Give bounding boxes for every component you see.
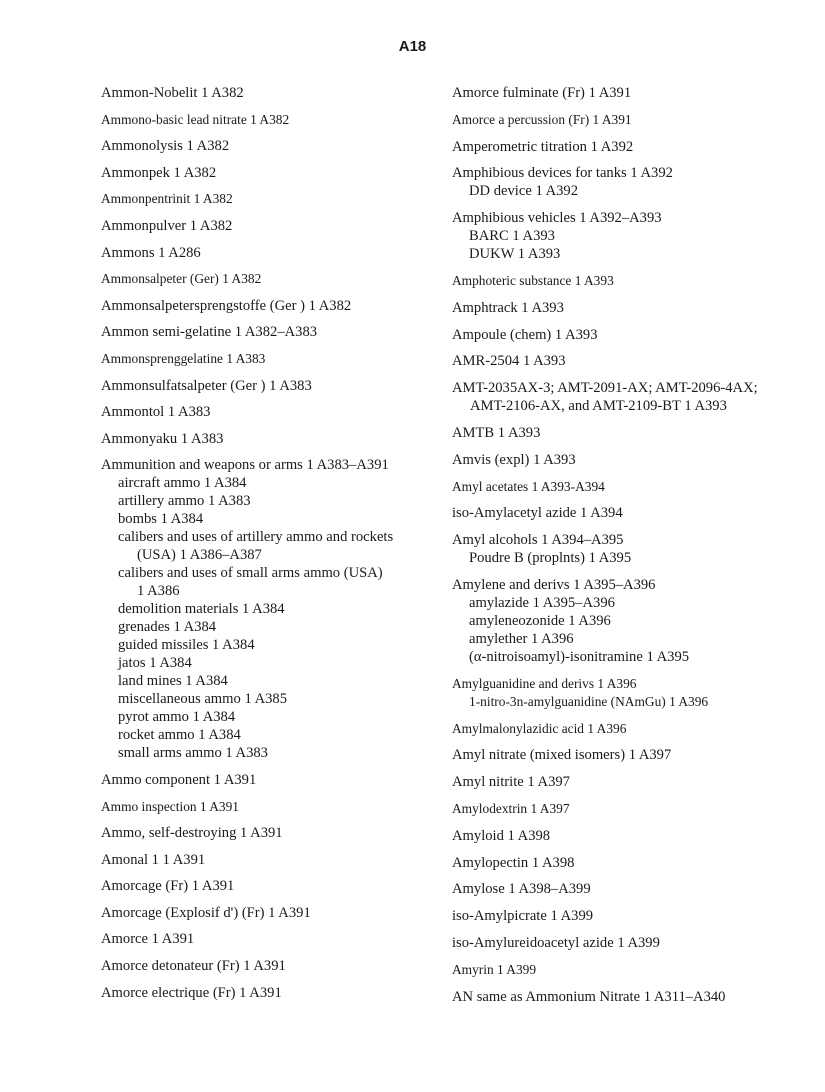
entry-text: Amylene and derivs 1 A395–A396	[452, 576, 656, 593]
entry-text: Ammonpulver 1 A382	[101, 217, 233, 234]
index-entry	[452, 84, 797, 102]
entry-text: Amylguanidine and derivs 1 A396	[452, 675, 637, 691]
index-entry	[101, 930, 431, 948]
sub-entry: amylether 1 A396	[469, 630, 574, 647]
entry-text: Ammontol 1 A383	[101, 404, 211, 421]
entry-text: Ammo, self-destroying 1 A391	[101, 825, 283, 842]
sub-entry: 1 A386	[137, 583, 180, 600]
entry-text: Ammonsulfatsalpeter (Ger ) 1 A383	[101, 377, 312, 394]
entry-text: AMT-2035AX-3; AMT-2091-AX; AMT-2096-4AX;	[452, 380, 758, 397]
index-entry	[452, 326, 797, 344]
entry-text: Amorcage (Fr) 1 A391	[101, 878, 235, 895]
index-entry	[101, 904, 431, 922]
index-entry	[101, 824, 431, 842]
index-entry	[452, 164, 797, 200]
entry-text: iso-Amylacetyl azide 1 A394	[452, 505, 623, 522]
sub-entry: bombs 1 A384	[118, 511, 204, 528]
entry-text: Amphtrack 1 A393	[452, 299, 564, 316]
sub-entry: (α-nitroisoamyl)-isonitramine 1 A395	[469, 648, 690, 665]
index-entry	[452, 746, 797, 764]
sub-entry: (USA) 1 A386–A387	[137, 547, 262, 564]
index-entry	[452, 504, 797, 522]
entry-text: Ammonsprenggelatine 1 A383	[101, 350, 266, 366]
sub-entry: demolition materials 1 A384	[118, 601, 285, 618]
entry-text: Amorcage (Explosif d') (Fr) 1 A391	[101, 904, 311, 921]
index-entry	[101, 297, 431, 315]
index-entry	[452, 272, 797, 290]
entry-text: Ammono-basic lead nitrate 1 A382	[101, 111, 290, 127]
index-entry	[452, 800, 797, 818]
entry-text: Amorce a percussion (Fr) 1 A391	[452, 111, 632, 127]
sub-entry: DD device 1 A392	[469, 183, 579, 200]
sub-entry: aircraft ammo 1 A384	[118, 475, 247, 492]
entry-text: AMR-2504 1 A393	[452, 353, 566, 370]
index-entry	[101, 84, 431, 102]
index-entry	[101, 377, 431, 395]
entry-text: iso-Amylpicrate 1 A399	[452, 908, 594, 925]
sub-entry: amyleneozonide 1 A396	[469, 612, 611, 629]
index-entry	[452, 961, 797, 979]
index-entry	[101, 190, 431, 208]
index-entry	[452, 379, 797, 415]
index-entry	[101, 771, 431, 789]
entry-text: Amyl acetates 1 A393-A394	[452, 478, 605, 494]
entry-text: Amyl nitrite 1 A397	[452, 774, 570, 791]
index-entry	[452, 451, 797, 469]
index-column-left	[101, 84, 431, 1010]
index-entry	[452, 424, 797, 442]
index-entry	[452, 209, 797, 263]
entry-text: Amperometric titration 1 A392	[452, 138, 634, 155]
sub-entry: small arms ammo 1 A383	[118, 745, 268, 762]
sub-entry: Poudre B (proplnts) 1 A395	[469, 550, 632, 567]
index-entry	[101, 217, 431, 235]
entry-text: Amorce detonateur (Fr) 1 A391	[101, 958, 286, 975]
sub-entry: jatos 1 A384	[118, 655, 192, 672]
index-entry	[101, 877, 431, 895]
index-entry	[101, 244, 431, 262]
entry-text: AN same as Ammonium Nitrate 1 A311–A340	[452, 988, 726, 1005]
entry-text: Ammonpek 1 A382	[101, 164, 217, 181]
entry-text: Ammo component 1 A391	[101, 771, 257, 788]
sub-entry: rocket ammo 1 A384	[118, 727, 241, 744]
index-entry	[452, 352, 797, 370]
entry-text: Amphoteric substance 1 A393	[452, 272, 614, 288]
sub-entry: artillery ammo 1 A383	[118, 493, 251, 510]
entry-text: Amyl alcohols 1 A394–A395	[452, 532, 624, 549]
index-entry	[101, 164, 431, 182]
index-entry	[452, 773, 797, 791]
index-entry	[101, 137, 431, 155]
entry-text: Ammon-Nobelit 1 A382	[101, 85, 244, 101]
entry-text: Amphibious devices for tanks 1 A392	[452, 165, 673, 182]
entry-text: Amvis (expl) 1 A393	[452, 451, 576, 468]
page-header: A18	[398, 38, 427, 55]
sub-entry: guided missiles 1 A384	[118, 637, 255, 654]
index-entry	[101, 957, 431, 975]
index-entry	[452, 299, 797, 317]
entry-text: Ampoule (chem) 1 A393	[452, 326, 598, 343]
index-entry	[101, 430, 431, 448]
entry-text: Amylose 1 A398–A399	[452, 881, 591, 898]
entry-text: AMT-2106-AX, and AMT-2109-BT 1 A393	[470, 398, 727, 415]
entry-text: Ammonyaku 1 A383	[101, 430, 224, 447]
index-entry	[452, 854, 797, 872]
entry-text: Ammonpentrinit 1 A382	[101, 191, 233, 207]
entry-text: Amylmalonylazidic acid 1 A396	[452, 720, 627, 736]
index-entry	[452, 138, 797, 156]
sub-entry: pyrot ammo 1 A384	[118, 709, 236, 726]
sub-entry: calibers and uses of small arms ammo (USA)	[118, 565, 383, 582]
entry-text: Amphibious vehicles 1 A392–A393	[452, 210, 662, 227]
sub-entry: land mines 1 A384	[118, 673, 228, 690]
index-entry	[452, 576, 797, 666]
entry-text: Amyrin 1 A399	[452, 961, 537, 977]
entry-text: Amorce fulminate (Fr) 1 A391	[452, 85, 632, 101]
index-entry	[101, 403, 431, 421]
entry-text: Ammunition and weapons or arms 1 A383–A391	[101, 457, 389, 474]
sub-entry: amylazide 1 A395–A396	[469, 594, 615, 611]
index-entry	[452, 478, 797, 496]
entry-text: Amylodextrin 1 A397	[452, 800, 570, 816]
index-entry	[452, 907, 797, 925]
entry-text: Ammonsalpeter (Ger) 1 A382	[101, 271, 262, 287]
index-entry	[101, 798, 431, 816]
entry-text: Amonal 1 1 A391	[101, 851, 206, 868]
sub-entry: miscellaneous ammo 1 A385	[118, 691, 288, 708]
index-column-right	[452, 84, 797, 1014]
entry-text: Ammonsalpetersprengstoffe (Ger ) 1 A382	[101, 297, 352, 314]
index-entry	[452, 675, 797, 711]
index-entry	[101, 984, 431, 1002]
index-entry	[101, 323, 431, 341]
entry-text: Amorce 1 A391	[101, 931, 195, 948]
entry-text: iso-Amylureidoacetyl azide 1 A399	[452, 934, 660, 951]
index-entry	[101, 456, 431, 762]
entry-text: AMTB 1 A393	[452, 424, 541, 441]
index-entry	[452, 111, 797, 129]
entry-text: Ammonolysis 1 A382	[101, 138, 230, 155]
index-entry	[101, 851, 431, 869]
index-entry	[101, 111, 431, 129]
entry-text: Amorce electrique (Fr) 1 A391	[101, 984, 282, 1001]
entry-text: Ammons 1 A286	[101, 244, 201, 261]
index-entry	[452, 531, 797, 567]
sub-entry: DUKW 1 A393	[469, 246, 561, 263]
entry-text: Amyloid 1 A398	[452, 827, 551, 844]
index-entry	[452, 880, 797, 898]
index-entry	[452, 988, 797, 1006]
entry-text: Amyl nitrate (mixed isomers) 1 A397	[452, 747, 672, 764]
sub-entry: calibers and uses of artillery ammo and rockets	[118, 529, 394, 546]
entry-text: Ammo inspection 1 A391	[101, 798, 239, 814]
sub-entry: 1-nitro-3n-amylguanidine (NAmGu) 1 A396	[469, 693, 709, 709]
index-entry	[101, 270, 431, 288]
index-entry	[452, 934, 797, 952]
index-entry	[101, 350, 431, 368]
sub-entry: grenades 1 A384	[118, 619, 217, 636]
sub-entry: BARC 1 A393	[469, 228, 555, 245]
index-entry	[452, 720, 797, 738]
entry-text: Amylopectin 1 A398	[452, 854, 575, 871]
index-entry	[452, 827, 797, 845]
entry-text: Ammon semi-gelatine 1 A382–A383	[101, 324, 318, 341]
